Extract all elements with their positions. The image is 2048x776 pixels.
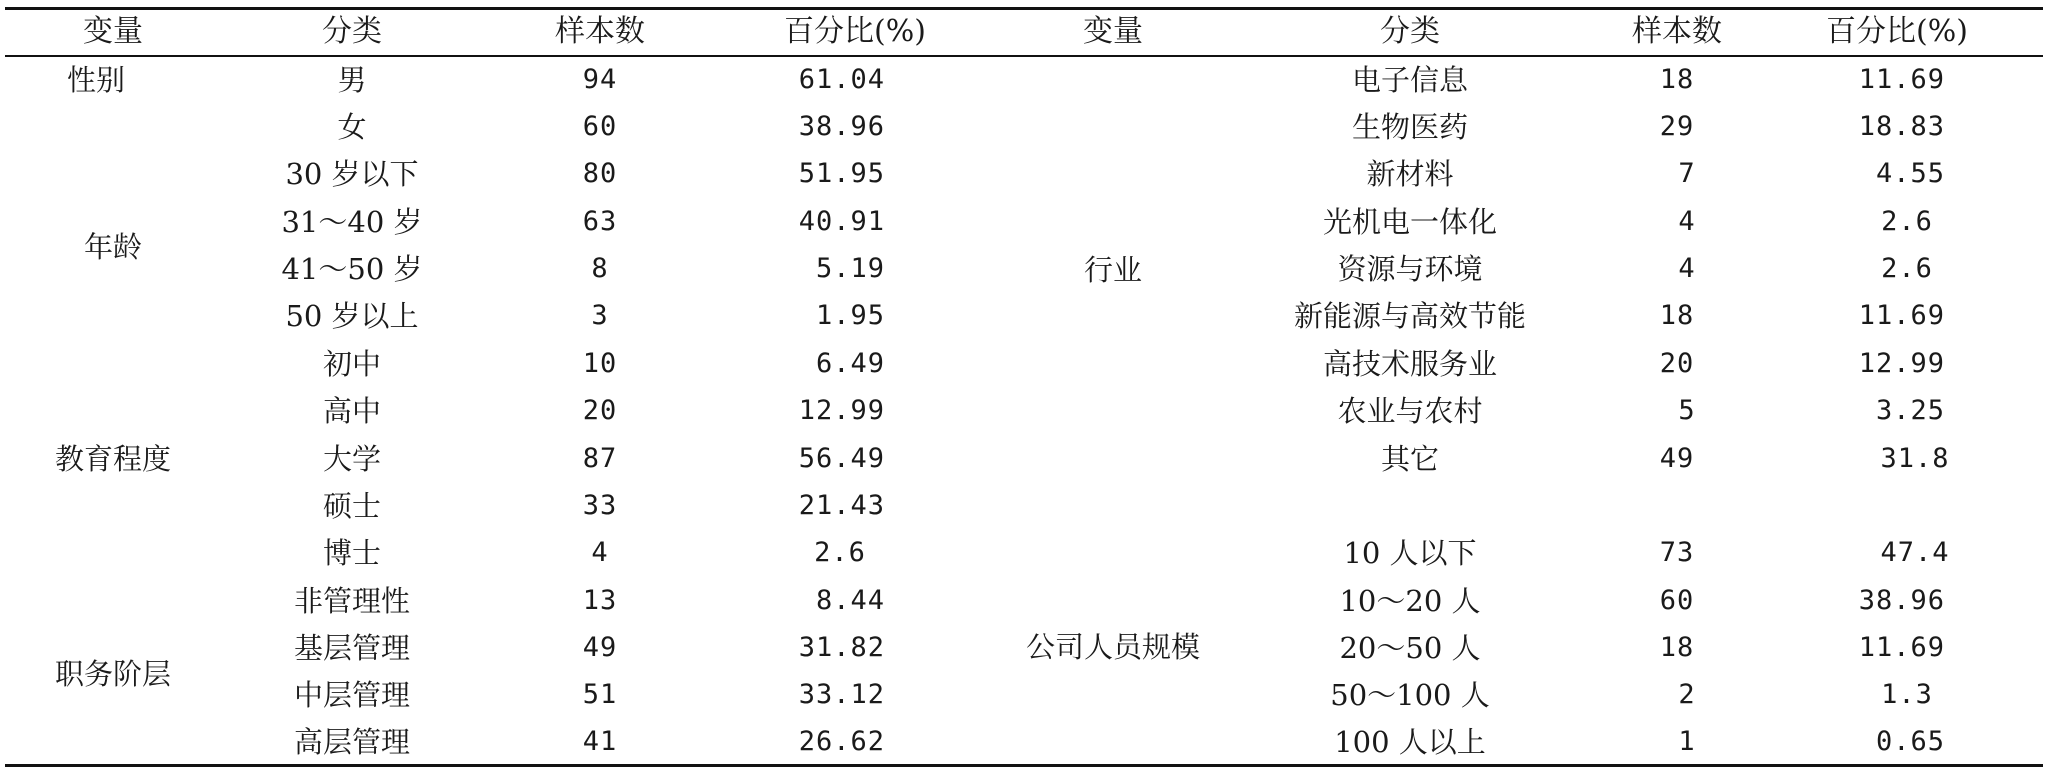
left-row-percent: 6.49 bbox=[815, 348, 885, 379]
left-row-count: 33 bbox=[582, 490, 618, 521]
left-row-category: 硕士 bbox=[322, 489, 382, 523]
right-row-category: 10 人以下 bbox=[1343, 536, 1477, 570]
right-row-percent: 2.6 bbox=[1881, 253, 1933, 284]
left-row-category: 高层管理 bbox=[293, 725, 411, 759]
left-row-count: 41 bbox=[582, 726, 618, 757]
header-count-left: 样本数 bbox=[555, 14, 645, 49]
right-row-category: 光机电一体化 bbox=[1322, 205, 1498, 239]
left-row-category: 50 岁以上 bbox=[285, 299, 419, 333]
right-row-category: 新能源与高效节能 bbox=[1293, 299, 1527, 333]
right-row-count: 60 bbox=[1659, 585, 1695, 616]
left-row-percent: 2.6 bbox=[814, 537, 866, 568]
right-row-category: 农业与农村 bbox=[1337, 394, 1483, 428]
header-percent-right: 百分比(%) bbox=[1826, 14, 1968, 49]
left-row-category: 中层管理 bbox=[293, 678, 411, 712]
group-label-position: 职务阶层 bbox=[54, 657, 172, 691]
left-row-category: 非管理性 bbox=[293, 584, 411, 618]
right-row-percent: 0.65 bbox=[1875, 726, 1945, 757]
left-row-percent: 56.49 bbox=[798, 443, 885, 474]
left-row-category: 基层管理 bbox=[293, 631, 411, 665]
right-row-percent: 1.3 bbox=[1881, 679, 1933, 710]
right-row-count: 18 bbox=[1659, 64, 1695, 95]
group-label-industry: 行业 bbox=[1083, 253, 1143, 287]
left-row-count: 20 bbox=[582, 395, 618, 426]
left-row-count: 13 bbox=[582, 585, 618, 616]
table-top-rule bbox=[5, 7, 2043, 10]
left-row-category: 博士 bbox=[322, 536, 382, 570]
left-row-percent: 21.43 bbox=[798, 490, 885, 521]
left-row-category: 高中 bbox=[322, 394, 382, 428]
right-row-percent: 3.25 bbox=[1875, 395, 1945, 426]
left-row-count: 8 bbox=[591, 253, 609, 284]
left-row-count: 80 bbox=[582, 158, 618, 189]
left-row-count: 49 bbox=[582, 632, 618, 663]
header-variable-left: 变量 bbox=[83, 14, 143, 49]
left-row-category: 初中 bbox=[322, 347, 382, 381]
group-label-company-size: 公司人员规模 bbox=[1025, 630, 1201, 664]
right-row-percent: 11.69 bbox=[1858, 632, 1945, 663]
right-row-percent: 47.4 bbox=[1880, 537, 1950, 568]
table-header-rule bbox=[5, 55, 2043, 57]
right-row-percent: 18.83 bbox=[1858, 111, 1945, 142]
left-row-count: 60 bbox=[582, 111, 618, 142]
right-row-category: 高技术服务业 bbox=[1322, 347, 1498, 381]
right-row-percent: 2.6 bbox=[1881, 206, 1933, 237]
left-row-percent: 1.95 bbox=[815, 300, 885, 331]
right-row-percent: 38.96 bbox=[1858, 585, 1945, 616]
right-row-percent: 12.99 bbox=[1858, 348, 1945, 379]
right-row-category: 50～100 人 bbox=[1330, 678, 1490, 712]
left-row-count: 10 bbox=[582, 348, 618, 379]
right-row-percent: 11.69 bbox=[1858, 64, 1945, 95]
right-row-count: 49 bbox=[1659, 443, 1695, 474]
left-row-percent: 8.44 bbox=[815, 585, 885, 616]
right-row-percent: 11.69 bbox=[1858, 300, 1945, 331]
left-row-category: 女 bbox=[337, 110, 367, 144]
left-row-percent: 38.96 bbox=[798, 111, 885, 142]
left-row-category: 大学 bbox=[322, 442, 382, 476]
left-row-count: 3 bbox=[591, 300, 609, 331]
right-row-count: 7 bbox=[1678, 158, 1696, 189]
right-row-category: 新材料 bbox=[1366, 157, 1454, 191]
left-row-category: 男 bbox=[337, 63, 367, 97]
right-row-category: 生物医药 bbox=[1351, 110, 1469, 144]
left-row-percent: 61.04 bbox=[798, 64, 885, 95]
left-row-count: 87 bbox=[582, 443, 618, 474]
header-count-right: 样本数 bbox=[1632, 14, 1722, 49]
right-row-count: 29 bbox=[1659, 111, 1695, 142]
left-row-percent: 33.12 bbox=[798, 679, 885, 710]
header-variable-right: 变量 bbox=[1083, 14, 1143, 49]
right-row-count: 4 bbox=[1678, 206, 1696, 237]
right-row-category: 100 人以上 bbox=[1334, 725, 1486, 759]
left-row-category: 41～50 岁 bbox=[281, 252, 423, 286]
right-row-category: 10～20 人 bbox=[1339, 584, 1481, 618]
left-row-category: 31～40 岁 bbox=[281, 205, 423, 239]
right-row-percent: 31.8 bbox=[1880, 443, 1950, 474]
left-row-count: 51 bbox=[582, 679, 618, 710]
right-row-category: 其它 bbox=[1380, 442, 1440, 476]
right-row-count: 4 bbox=[1678, 253, 1696, 284]
left-row-category: 30 岁以下 bbox=[285, 157, 419, 191]
left-row-count: 4 bbox=[591, 537, 609, 568]
left-row-count: 63 bbox=[582, 206, 618, 237]
group-label-education: 教育程度 bbox=[54, 442, 172, 476]
left-row-percent: 12.99 bbox=[798, 395, 885, 426]
left-row-percent: 5.19 bbox=[815, 253, 885, 284]
right-row-percent: 4.55 bbox=[1875, 158, 1945, 189]
header-percent-left: 百分比(%) bbox=[784, 14, 926, 49]
right-row-category: 资源与环境 bbox=[1337, 252, 1483, 286]
left-row-percent: 40.91 bbox=[798, 206, 885, 237]
group-label-gender: 性别 bbox=[66, 63, 126, 97]
right-row-count: 5 bbox=[1678, 395, 1696, 426]
header-category-right: 分类 bbox=[1380, 14, 1440, 49]
right-row-count: 18 bbox=[1659, 300, 1695, 331]
right-row-count: 18 bbox=[1659, 632, 1695, 663]
right-row-count: 1 bbox=[1678, 726, 1696, 757]
group-label-age: 年龄 bbox=[83, 230, 143, 264]
header-category-left: 分类 bbox=[322, 14, 382, 49]
right-row-count: 2 bbox=[1678, 679, 1696, 710]
left-row-count: 94 bbox=[582, 64, 618, 95]
right-row-category: 电子信息 bbox=[1351, 63, 1469, 97]
left-row-percent: 51.95 bbox=[798, 158, 885, 189]
right-row-category: 20～50 人 bbox=[1339, 631, 1481, 665]
right-row-count: 73 bbox=[1659, 537, 1695, 568]
left-row-percent: 26.62 bbox=[798, 726, 885, 757]
right-row-count: 20 bbox=[1659, 348, 1695, 379]
left-row-percent: 31.82 bbox=[798, 632, 885, 663]
